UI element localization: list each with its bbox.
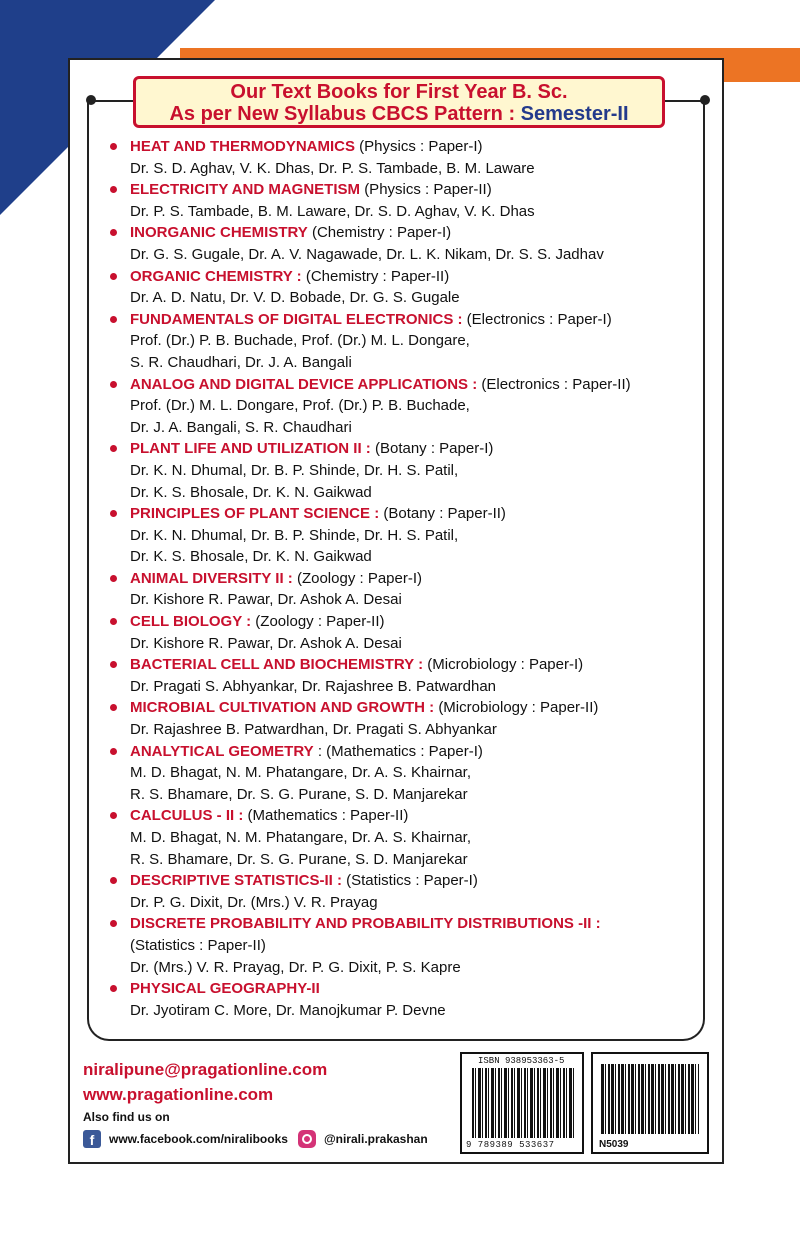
bullet-icon — [110, 273, 117, 280]
bullet-icon — [110, 510, 117, 517]
book-authors: Dr. Pragati S. Abhyankar, Dr. Rajashree B. Patwardhan — [130, 677, 497, 695]
product-code-barcode — [591, 1052, 709, 1154]
book-title: MICROBIAL CULTIVATION AND GROWTH : — [130, 699, 435, 717]
book-title: CELL BIOLOGY : — [130, 613, 252, 631]
book-title: DISCRETE PROBABILITY AND PROBABILITY DISTRIBUTIONS -II : — [130, 915, 601, 933]
book-authors: Dr. P. S. Tambade, B. M. Laware, Dr. S. D. Aghav, V. K. Dhas — [130, 202, 535, 220]
book-authors: Dr. (Mrs.) V. R. Prayag, Dr. P. G. Dixit, P. S. Kapre — [130, 958, 461, 976]
book-title: HEAT AND THERMODYNAMICS — [130, 138, 355, 155]
book-title: ANIMAL DIVERSITY II : — [130, 569, 293, 587]
book-item — [108, 654, 708, 697]
bullet-icon — [110, 575, 117, 582]
book-subject: (Electronics : Paper-I) — [466, 310, 612, 328]
bullet-icon — [110, 877, 117, 884]
facebook-link[interactable]: www.facebook.com/niralibooks — [109, 1132, 288, 1146]
book-authors: Dr. P. G. Dixit, Dr. (Mrs.) V. R. Prayag — [130, 893, 378, 911]
bullet-icon — [110, 381, 117, 388]
book-authors: R. S. Bhamare, Dr. S. G. Purane, S. D. Manjarekar — [130, 850, 468, 868]
header-banner — [133, 76, 665, 128]
bullet-icon — [110, 748, 117, 755]
book-item — [108, 870, 708, 913]
book-subject: (Microbiology : Paper-II) — [438, 699, 599, 717]
book-authors: Dr. Jyotiram C. More, Dr. Manojkumar P. Devne — [130, 1001, 446, 1019]
book-item — [108, 805, 708, 870]
bullet-icon — [110, 229, 117, 236]
book-subject: (Microbiology : Paper-I) — [427, 656, 584, 674]
bullet-icon — [110, 445, 117, 452]
social-row — [83, 1129, 428, 1149]
book-authors: Dr. K. S. Bhosale, Dr. K. N. Gaikwad — [130, 548, 372, 566]
book-authors: R. S. Bhamare, Dr. S. G. Purane, S. D. Manjarekar — [130, 785, 468, 803]
header-subtitle — [136, 103, 662, 125]
bullet-icon — [110, 704, 117, 711]
book-item — [108, 611, 708, 654]
bullet-icon — [110, 143, 117, 150]
book-authors: Dr. Kishore R. Pawar, Dr. Ashok A. Desai — [130, 591, 402, 609]
book-authors: Dr. K. N. Dhumal, Dr. B. P. Shinde, Dr. H. S. Patil, — [130, 526, 459, 544]
book-subject: : (Mathematics : Paper-I) — [317, 742, 483, 760]
book-authors: Dr. A. D. Natu, Dr. V. D. Bobade, Dr. G. S. Gugale — [130, 289, 460, 307]
book-subject: (Electronics : Paper-II) — [481, 375, 631, 393]
book-subject: (Chemistry : Paper-II) — [305, 267, 450, 285]
book-subject: (Statistics : Paper-I) — [346, 872, 478, 890]
book-title: ELECTRICITY AND MAGNETISM — [130, 181, 361, 199]
product-code-label: N5039 — [599, 1139, 629, 1150]
book-authors: Dr. G. S. Gugale, Dr. A. V. Nagawade, Dr. L. K. Nikam, Dr. S. S. Jadhav — [130, 245, 604, 263]
book-item — [108, 179, 708, 222]
isbn-label: ISBN 938953363-5 — [478, 1056, 565, 1066]
book-title: ORGANIC CHEMISTRY : — [130, 267, 302, 285]
book-list — [108, 136, 708, 1021]
bullet-icon — [110, 985, 117, 992]
book-authors: Dr. K. S. Bhosale, Dr. K. N. Gaikwad — [130, 483, 372, 501]
book-title: FUNDAMENTALS OF DIGITAL ELECTRONICS : — [130, 310, 463, 328]
facebook-icon: f — [83, 1130, 101, 1148]
instagram-handle[interactable]: @nirali.prakashan — [323, 1132, 428, 1146]
bullet-icon — [110, 316, 117, 323]
book-item — [108, 568, 708, 611]
isbn-bars — [472, 1068, 576, 1138]
book-title: DESCRIPTIVE STATISTICS-II : — [130, 872, 342, 890]
book-title: BACTERIAL CELL AND BIOCHEMISTRY : — [130, 656, 424, 674]
book-item — [108, 978, 708, 1021]
bullet-icon — [110, 618, 117, 625]
book-authors: Prof. (Dr.) M. L. Dongare, Prof. (Dr.) P. B. Buchade, — [130, 397, 470, 415]
book-title: CALCULUS - II : — [130, 807, 244, 825]
header-title: Our Text Books for First Year B. Sc. — [230, 81, 568, 103]
book-authors: M. D. Bhagat, N. M. Phatangare, Dr. A. S. Khairnar, — [130, 764, 471, 782]
contact-email[interactable]: niralipune@pragationline.com — [83, 1060, 328, 1079]
book-subject: (Mathematics : Paper-II) — [247, 807, 409, 825]
instagram-icon — [298, 1130, 316, 1148]
bullet-icon — [110, 661, 117, 668]
book-subject: (Botany : Paper-I) — [374, 440, 494, 458]
book-item — [108, 374, 708, 439]
isbn-digits: 9 789389 533637 — [466, 1140, 555, 1150]
book-subject: (Zoology : Paper-I) — [296, 569, 423, 587]
book-authors: S. R. Chaudhari, Dr. J. A. Bangali — [130, 353, 352, 371]
book-subject: (Botany : Paper-II) — [383, 505, 506, 523]
book-title: INORGANIC CHEMISTRY — [130, 224, 308, 242]
contact-website[interactable]: www.pragationline.com — [83, 1085, 274, 1104]
book-title: ANALYTICAL GEOMETRY — [130, 742, 314, 760]
book-authors: Prof. (Dr.) P. B. Buchade, Prof. (Dr.) M. L. Dongare, — [130, 332, 470, 350]
book-subject: (Physics : Paper-II) — [364, 181, 492, 199]
product-code-bars — [601, 1064, 699, 1134]
book-title: ANALOG AND DIGITAL DEVICE APPLICATIONS : — [130, 375, 478, 393]
book-title: PHYSICAL GEOGRAPHY-II — [130, 980, 320, 998]
book-item — [108, 136, 708, 179]
book-item — [108, 438, 708, 503]
book-item — [108, 309, 708, 374]
book-subject: (Physics : Paper-I) — [359, 138, 483, 155]
book-item — [108, 266, 708, 309]
book-item — [108, 503, 708, 568]
also-find-label: Also find us on — [83, 1110, 170, 1124]
book-item — [108, 222, 708, 265]
book-item — [108, 697, 708, 740]
book-item — [108, 741, 708, 806]
book-authors: Dr. S. D. Aghav, V. K. Dhas, Dr. P. S. Tambade, B. M. Laware — [130, 159, 535, 177]
book-title: PRINCIPLES OF PLANT SCIENCE : — [130, 505, 380, 523]
isbn-barcode — [460, 1052, 584, 1154]
book-item — [108, 913, 708, 978]
header-subtitle-text: As per New Syllabus CBCS Pattern : — [169, 103, 521, 125]
book-subject: (Zoology : Paper-II) — [255, 613, 385, 631]
book-authors: M. D. Bhagat, N. M. Phatangare, Dr. A. S. Khairnar, — [130, 829, 471, 846]
book-authors: Dr. K. N. Dhumal, Dr. B. P. Shinde, Dr. H. S. Patil, — [130, 461, 459, 479]
book-authors: Dr. Rajashree B. Patwardhan, Dr. Pragati S. Abhyankar — [130, 721, 497, 739]
book-authors: (Statistics : Paper-II) — [130, 936, 266, 954]
book-title: PLANT LIFE AND UTILIZATION II : — [130, 440, 371, 458]
book-subject: (Chemistry : Paper-I) — [311, 224, 452, 242]
semester-label: Semester-II — [520, 103, 629, 125]
book-authors: Dr. Kishore R. Pawar, Dr. Ashok A. Desai — [130, 634, 402, 652]
bullet-icon — [110, 920, 117, 927]
bullet-icon — [110, 812, 117, 819]
book-authors: Dr. J. A. Bangali, S. R. Chaudhari — [130, 418, 352, 436]
bullet-icon — [110, 186, 117, 193]
